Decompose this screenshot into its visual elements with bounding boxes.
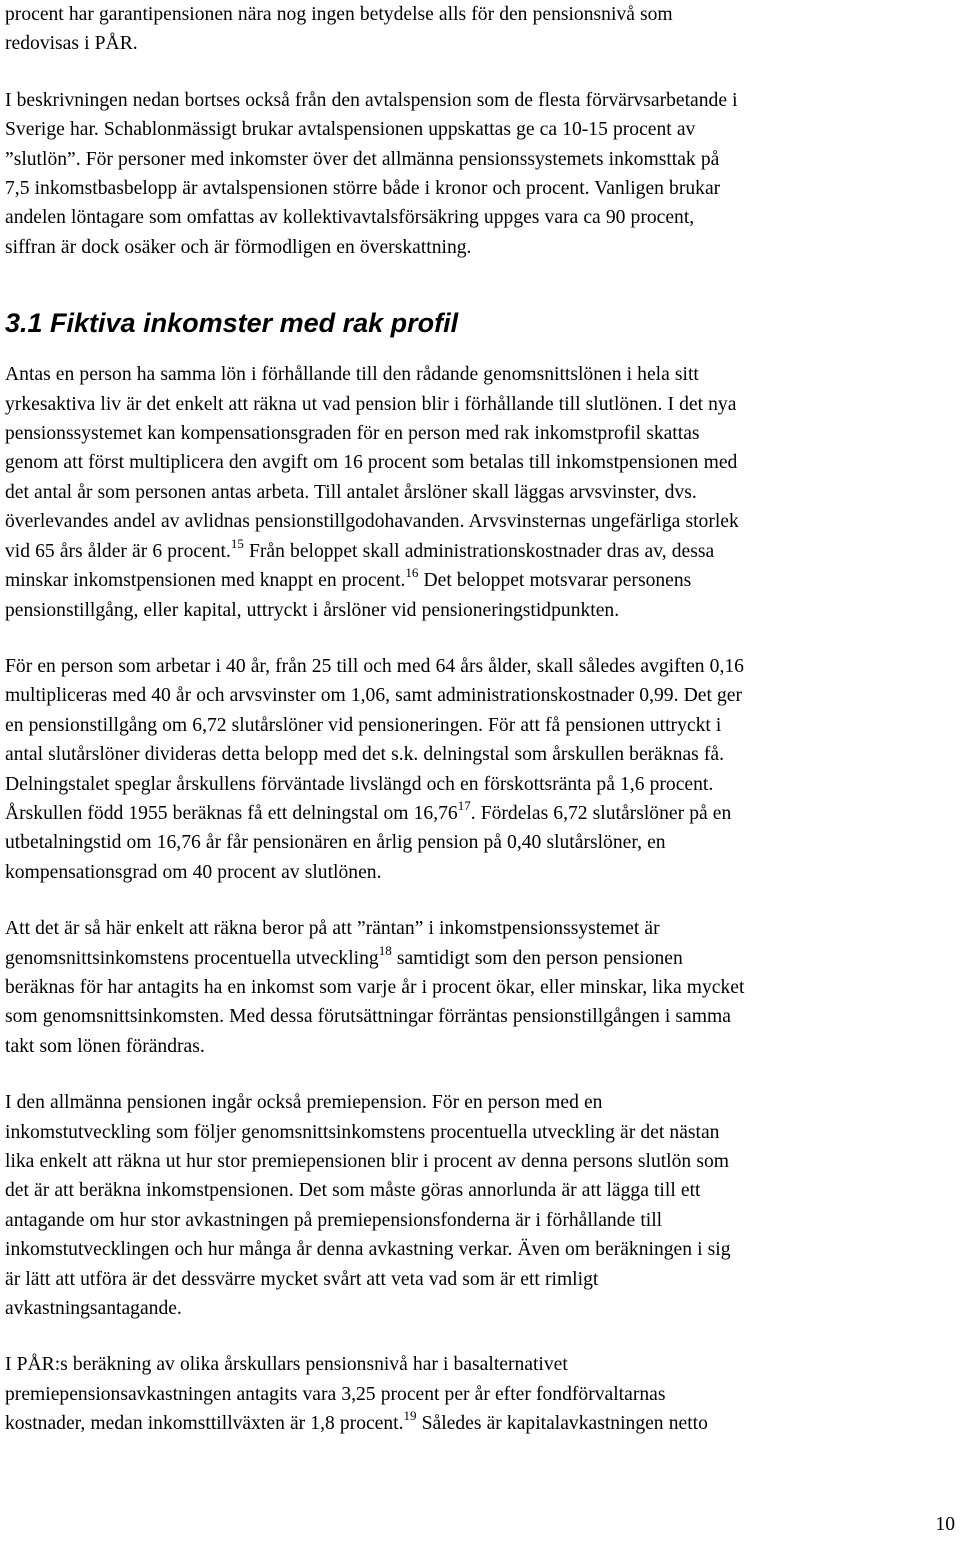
text-line: För en person som arbetar i 40 år, från 25 till och med 64 års ålder, skall således avgiften 0,16	[5, 655, 744, 677]
text-line	[5, 799, 955, 828]
text-line: pensionssystemet kan kompensationsgraden för en person med rak inkomstprofil skattas	[5, 423, 700, 445]
text-line: kompensationsgrad om 40 procent av slutlönen.	[5, 861, 382, 883]
paragraph-garantipension	[5, 0, 955, 59]
text-segment: Det beloppet motsvarar personens	[418, 570, 692, 592]
text-line: avkastningsantagande.	[5, 1298, 182, 1320]
text-line: Sverige har. Schablonmässigt brukar avtalspensionen uppskattas ge ca 10-15 procent av	[5, 119, 696, 141]
text-line: genom att först multiplicera den avgift om 16 procent som betalas till inkomstpensionen med	[5, 452, 738, 474]
paragraph-premiepension	[5, 1088, 955, 1323]
text-line: antagande om hur stor avkastningen på premiepensionsfonderna är i förhållande till	[5, 1209, 663, 1231]
text-line: 7,5 inkomstbasbelopp är avtalspensionen större både i kronor och procent. Vanligen brukar	[5, 178, 721, 200]
text-line: Att det är så här enkelt att räkna beror på att ”räntan” i inkomstpensionssystemet är	[5, 918, 660, 940]
text-segment: genomsnittsinkomstens procentuella utveckling	[5, 947, 379, 969]
text-line: redovisas i PÅR.	[5, 33, 138, 55]
text-line	[5, 1409, 955, 1438]
text-line: ”slutlön”. För personer med inkomster över det allmänna pensionssystemets inkomsttak på	[5, 148, 720, 170]
paragraph-avtalspension	[5, 86, 955, 262]
text-segment: Från beloppet skall administrationskostnader dras av, dessa	[243, 540, 715, 562]
footnote-ref-17[interactable]: 17	[457, 797, 471, 813]
text-line: premiepensionsavkastningen antagits vara 3,25 procent per år efter fondförvaltarnas	[5, 1383, 666, 1405]
text-line: Delningstalet speglar årskullens förväntade livslängd och en förskottsränta på 1,6 procent.	[5, 773, 714, 795]
paragraph-exempel-40-ar	[5, 652, 955, 887]
text-line: I den allmänna pensionen ingår också premiepension. För en person med en	[5, 1092, 603, 1114]
footnote-ref-18[interactable]: 18	[378, 942, 392, 958]
text-segment: vid 65 års ålder är 6 procent.	[5, 540, 231, 562]
text-segment: Således är kapitalavkastningen netto	[416, 1413, 708, 1435]
text-line: det är att beräkna inkomstpensionen. Det som måste göras annorlunda är att lägga till ett	[5, 1180, 701, 1202]
text-segment: samtidigt som den person pensionen	[391, 947, 683, 969]
footnote-ref-16[interactable]: 16	[405, 565, 419, 581]
text-line	[5, 537, 955, 566]
document-page	[5, 0, 955, 1439]
text-line: det antal år som personen antas arbeta. Till antalet årslöner skall läggas arvsvinster, dvs.	[5, 481, 697, 503]
text-line: Antas en person ha samma lön i förhållande till den rådande genomsnittslönen i hela sitt	[5, 364, 699, 386]
text-line: inkomstutveckling som följer genomsnittsinkomstens procentuella utveckling är det nästan	[5, 1121, 720, 1143]
text-segment: kostnader, medan inkomsttillväxten är 1,8 procent.	[5, 1413, 404, 1435]
text-line	[5, 566, 955, 595]
text-line: pensionstillgång, eller kapital, uttryckt i årslöner vid pensioneringstidpunkten.	[5, 599, 620, 621]
text-line: procent har garantipensionen nära nog ingen betydelse alls för den pensionsnivå som	[5, 4, 673, 25]
text-line: lika enkelt att räkna ut hur stor premiepensionen blir i procent av denna persons slutlön som	[5, 1151, 729, 1172]
text-line: antal slutårslöner divideras detta belopp med det s.k. delningstal som årskullen beräknas få.	[5, 744, 725, 766]
text-line: är lätt att utföra är det dessvärre mycket svårt att veta vad som är ett rimligt	[5, 1268, 599, 1290]
text-line: I beskrivningen nedan bortses också från den avtalspension som de flesta förvärvsarbetande i	[5, 89, 738, 111]
text-line: beräknas för har antagits ha en inkomst som varje år i procent ökar, eller minskar, lika mycket	[5, 976, 745, 998]
paragraph-par-berakning	[5, 1350, 955, 1438]
paragraph-rak-profil	[5, 360, 955, 625]
text-line: andelen löntagare som omfattas av kollektivavtalsförsäkring uppges vara ca 90 procent,	[5, 207, 695, 229]
text-segment: . Fördelas 6,72 slutårslöner på en	[470, 802, 732, 824]
text-line: som genomsnittsinkomsten. Med dessa förutsättningar förräntas pensionstillgången i samma	[5, 1006, 731, 1028]
text-line: yrkesaktiva liv är det enkelt att räkna ut vad pension blir i förhållande till slutlönen. I det nya	[5, 393, 737, 415]
text-line	[5, 944, 955, 973]
text-line: I PÅR:s beräkning av olika årskullars pensionsnivå har i basalternativet	[5, 1354, 568, 1376]
section-heading: 3.1 Fiktiva inkomster med rak profil	[5, 308, 459, 339]
footnote-ref-19[interactable]: 19	[403, 1408, 417, 1424]
text-segment: Årskullen född 1955 beräknas få ett delningstal om 16,76	[5, 802, 458, 824]
text-line: takt som lönen förändras.	[5, 1035, 205, 1057]
text-line: överlevandes andel av avlidnas pensionstillgodohavanden. Arvsvinsternas ungefärliga storlek	[5, 511, 739, 533]
text-line: siffran är dock osäker och är förmodligen en överskattning.	[5, 236, 472, 258]
footnote-ref-15[interactable]: 15	[230, 535, 244, 551]
text-line: inkomstutvecklingen och hur många år denna avkastning verkar. Även om beräkningen i sig	[5, 1239, 731, 1261]
paragraph-rantan	[5, 914, 955, 1061]
text-line: multipliceras med 40 år och arvsvinster om 1,06, samt administrationskostnader 0,99. Det ger	[5, 685, 743, 707]
text-line: en pensionstillgång om 6,72 slutårslöner vid pensioneringen. För att få pensionen uttryckt i	[5, 714, 722, 736]
page-number: 10	[935, 1514, 955, 1535]
text-line: utbetalningstid om 16,76 år får pensionären en årlig pension på 0,40 slutårslöner, en	[5, 832, 666, 854]
text-segment: minskar inkomstpensionen med knappt en procent.	[5, 570, 406, 592]
